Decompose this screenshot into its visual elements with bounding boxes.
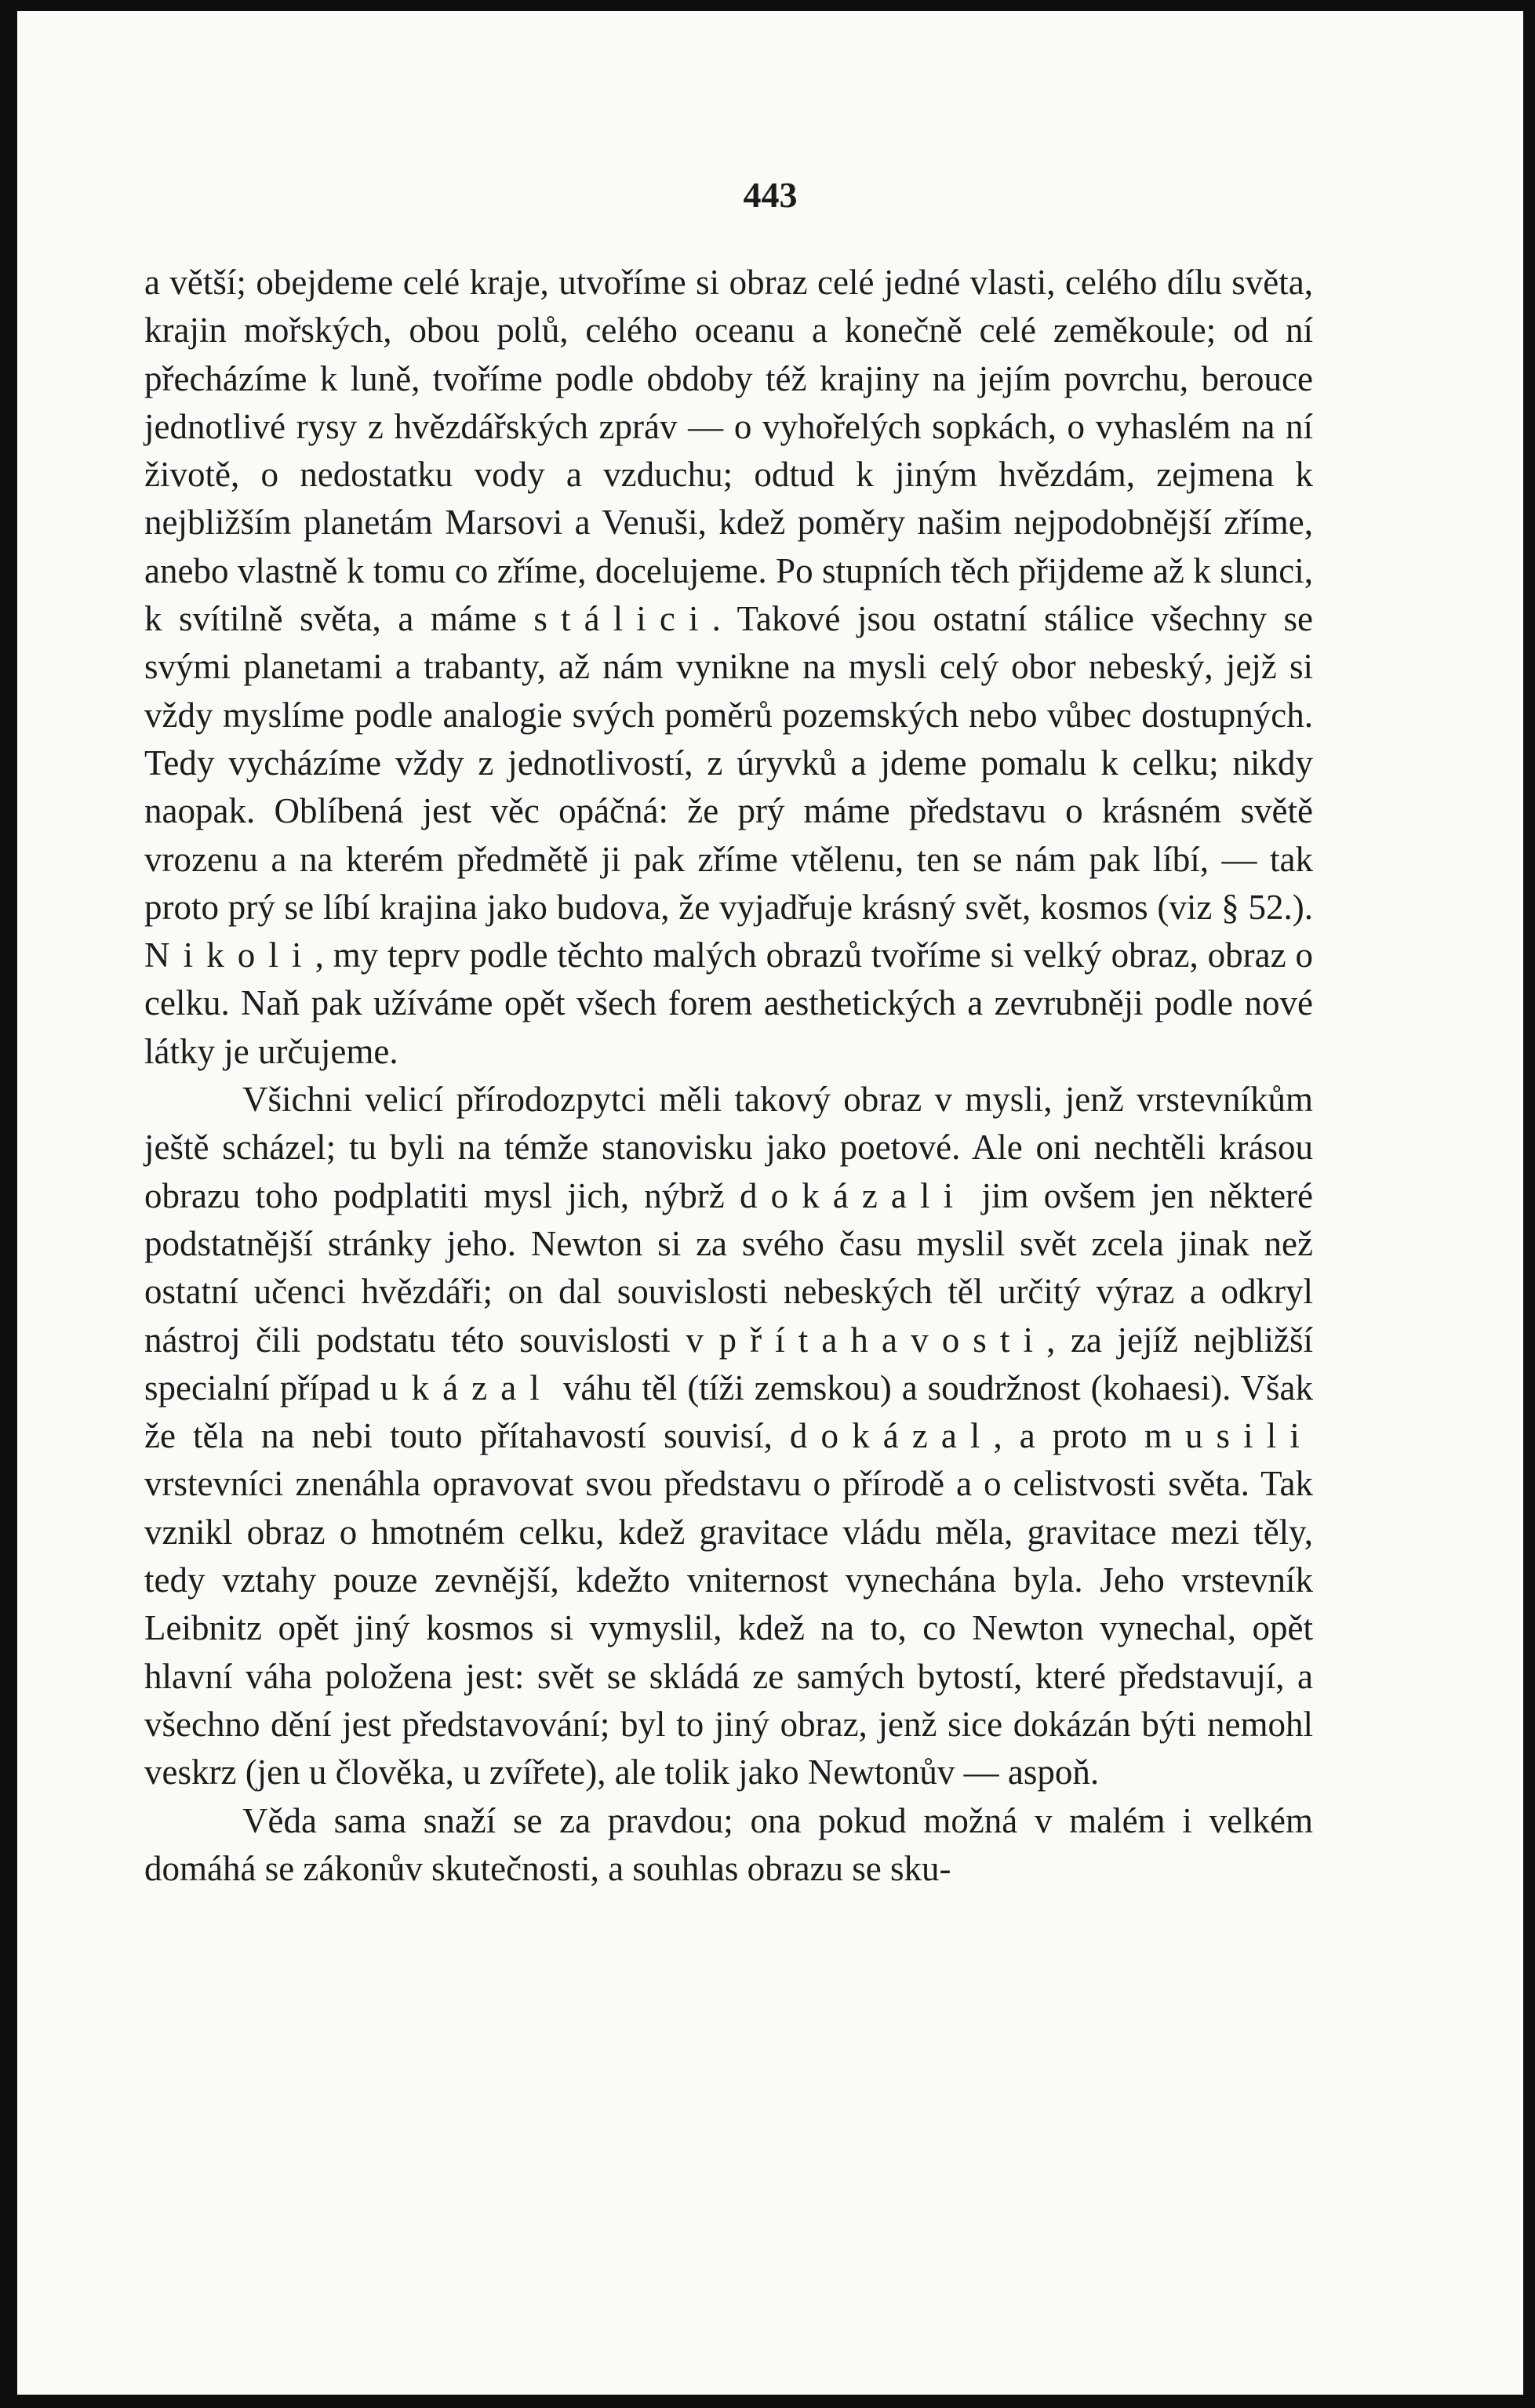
spaced-emphasis: přítahavosti [718,1320,1047,1360]
text-run: a větší; obejdeme celé kraje, utvoříme si obraz celé jedné vlasti, celého dílu světa, krajin mořských, obou polů, celého oceanu a konečně celé zeměkoule; od ní přecházíme k luně, tvoříme podle obdoby též krajiny na jejím povrchu, berouce jednotlivé rysy z hvězdářských zpráv — o vyhořelých sopkách, o vyhaslém na ní životě, o nedostatku vody a vzduchu; odtud k jiným hvězdám, zejmena k nejbližším planetám Marsovi a Venuši, kdež poměry našim nejpodobnější zříme, anebo vlastně k tomu co zříme, docelujeme. Po stupních těch přijdeme až k slunci, k svítilně světa, a máme [144,263,1313,639]
page-number: 443 [743,175,798,215]
paragraph-1 [144,259,1313,1076]
spaced-emphasis: musili [1144,1416,1313,1456]
spaced-emphasis: Nikoli [144,935,315,975]
spaced-emphasis: ukázal [380,1367,553,1407]
text-run: váhu těl (tíži zemskou) a soudržnost (kohaesi). Však že těla na nebi touto přítahavostí souvisí, [144,1367,1313,1456]
spaced-emphasis: stálici [533,599,712,639]
text-run: jim ovšem jen některé podstatnější stránky jeho. Newton si za svého času myslil svět zcela jinak než ostatní učenci hvězdáři; on dal souvislosti nebeských těl určitý výraz a odkryl nástroj čili podstatu této souvislosti v [144,1175,1313,1360]
paragraph-2 [144,1076,1313,1796]
spaced-emphasis: dokázali [739,1175,967,1215]
body-text [144,259,1313,1893]
book-page [17,11,1523,2395]
text-run: , za jejíž nejbližší specialní případ [144,1320,1313,1407]
text-run: Všichni velicí přírodozpytci měli takový obraz v mysli, jenž vrstevníkům ještě scházel; tu byli na témže stanovisku jako poetové. Ale oni nechtěli krásou obrazu toho podplatiti mysl jich, nýbrž [144,1080,1313,1215]
text-run: Věda sama snaží se za pravdou; ona pokud možná v malém i velkém domáhá se zákonův skutečnosti, a souhlas obrazu se sku- [144,1800,1313,1888]
paragraph-3 [144,1797,1313,1894]
text-run: . Takové jsou ostatní stálice všechny se svými planetami a trabanty, až nám vynikne na mysli celý obor nebeský, jejž si vždy myslíme podle analogie svých poměrů pozemských nebo vůbec dostupných. Tedy vycházíme vždy z jednotlivostí, z úryvků a jdeme pomalu k celku; nikdy naopak. Oblíbená jest věc opáčná: že prý máme představu o krásném světě vrozenu a na kterém předmětě ji pak zříme vtělenu, ten se nám pak líbí, — tak proto prý se líbí krajina jako budova, že vyjadřuje krásný svět, kosmos (viz § 52.). [144,599,1313,927]
text-run: , a proto [993,1416,1144,1456]
text-run: , my teprv podle těchto malých obrazů tvoříme si velký obraz, obraz o celku. Naň pak užíváme opět všech forem aesthetických a zevrubněji podle nové látky je určujeme. [144,935,1313,1071]
spaced-emphasis: dokázal [789,1416,994,1456]
text-run: vrstevníci znenáhla opravovat svou představu o přírodě a o celistvosti světa. Tak vznikl obraz o hmotném celku, kdež gravitace vládu měla, gravitace mezi těly, tedy vztahy pouze zevnější, kdežto vniternost vynechána byla. Jeho vrstevník Leibnitz opět jiný kosmos si vymyslil, kdež na to, co Newton vynechal, opět hlavní váha položena jest: svět se skládá ze samých bytostí, které představují, a všechno dění jest představování; byl to jiný obraz, jenž sice dokázán býti nemohl veskrz (jen u člověka, u zvířete), ale tolik jako Newtonův — aspoň. [144,1464,1313,1792]
